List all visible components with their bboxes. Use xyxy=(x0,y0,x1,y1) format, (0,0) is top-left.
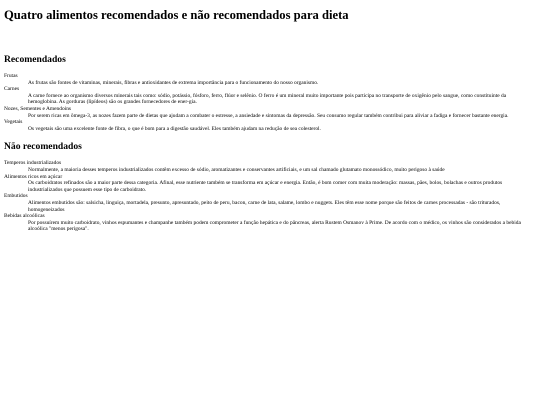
not-recommended-description-seasonings: Normalmente, a maioria desses temperos industrializados contêm excesso de sódio, aromatizantes e conservantes artificiais, e um sal chamado glutamato monossódico, muito perigoso à saúde xyxy=(28,166,445,173)
not-recommended-term-sausages: Embutidos xyxy=(4,193,28,200)
recommended-term-meats: Carnes xyxy=(4,86,20,93)
recommended-description-nuts: Por serem ricas em ômega-3, as nozes fazem parte de dietas que ajudam a combater o estresse, a ansiedade e sintomas da depressão. Seu consumo regular também contribui para aliviar a fadiga e fornecer bastante energia. xyxy=(28,112,509,119)
recommended-list xyxy=(4,73,536,132)
not-recommended-list xyxy=(4,160,536,233)
recommended-term-nuts: Nozes, Sementes e Amendoins xyxy=(4,105,72,112)
not-recommended-description-alcohol: Por possuírem muito carboidrato, vinhos espumantes e champanhe também podem comprometer a função hepática e do pâncreas, alerta Rustem Osmanov à Prime. De acordo com o médico, os vinhos são considerados a bebida alcoólica "menos perigosa". xyxy=(28,219,521,233)
section-heading-recommended: Recomendados xyxy=(4,54,66,65)
not-recommended-description-sugar: Os carboidratos refinados são a maior parte dessa categoria. Afinal, esse nutriente também se transforma em açúcar e energia. Então, é bom comer com muita moderação: massas, pães, bolos, bolachas e outros produtos industrializados que possuem esse tipo de carboidrato. xyxy=(28,180,503,193)
not-recommended-term-seasonings: Temperos industrializados xyxy=(4,160,62,167)
recommended-description-meats: A carne fornece ao organismo diversos minerais tais como: sódio, potássio, fósforo, ferro, flúor e selênio. O ferro é um mineral muito importante pois participa no transporte de oxigênio pelo sangue, como constituinte da hemoglobina. As gorduras (lipídeos) são os grandes fornecedores de ener-gia. xyxy=(28,92,507,106)
recommended-term-fruits: Frutas xyxy=(4,73,18,79)
not-recommended-description-sausages: Alimentos embutidos são: salsicha, linguiça, mortadela, presunto, apresuntado, peito de peru, bacon, carne de lata, salame, lombo e nuggets. Eles têm esse nome porque são feitos de carnes processadas - são triturados, homogeneizados xyxy=(28,199,501,213)
not-recommended-term-alcohol: Bebidas alcoólicas xyxy=(4,213,45,220)
recommended-description-fruits: As frutas são fontes de vitaminas, minerais, fibras e antioxidantes de extrema importância para o funcionamento do nosso organismo. xyxy=(28,79,319,86)
recommended-description-vegetables: Os vegetais são uma excelente fonte de fibra, o que é bom para a digestão saudável. Eles também ajudam na redução de sea colesterol. xyxy=(28,125,321,132)
not-recommended-term-sugar: Alimentos ricos em açúcar xyxy=(4,173,63,180)
section-heading-not-recommended: Não recomendados xyxy=(4,141,82,153)
page-title: Quatro alimentos recomendados e não recomendados para dieta xyxy=(4,8,349,22)
recommended-term-vegetables: Vegetais xyxy=(4,119,23,126)
